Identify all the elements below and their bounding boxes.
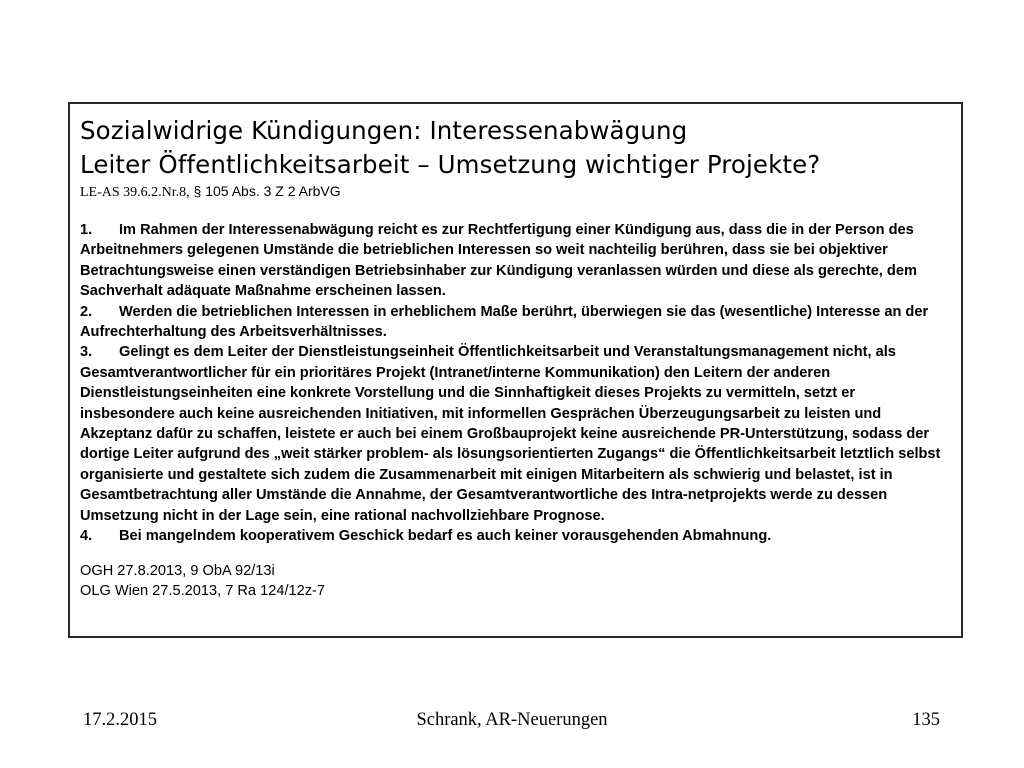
slide-title-line-1: Sozialwidrige Kündigungen: Interessenabwägung	[80, 116, 688, 145]
reference-source: LE-AS 39.6.2.Nr.8,	[80, 185, 190, 200]
headnote-item	[80, 220, 951, 302]
content-box	[68, 102, 963, 638]
headnote-item	[80, 526, 951, 546]
case-citations	[80, 561, 951, 601]
citation-olg: OLG Wien 27.5.2013, 7 Ra 124/12z-7	[80, 582, 326, 599]
headnote-item	[80, 342, 951, 526]
headnote-text: Gelingt es dem Leiter der Dienstleistungseinheit Öffentlichkeitsarbeit und Veranstaltungsmanagement nicht, als Gesamtverantwortlicher für ein prioritäres Projekt (Intranet/interne Kommunikation) den Leitern der anderen Dienstleistungseinheiten eine konkrete Vorstellung und die Sinnhaftigkeit dieses Projekts zu vermitteln, setzt er insbesondere auch keine ausreichenden Initiativen, mit informellen Gesprächen Überzeugungsarbeit zu leisten und Akzeptanz dafür zu schaffen, leistete er auch bei einem Großbauprojekt keine ausreichende PR-Unterstützung, sodass der dortige Leiter aufgrund des „weit stärker problem- als lösungsorientierten Zugangs“ die Öffentlichkeitsarbeit letztlich selbst organisierte und gestaltete sich zudem die Zusammenarbeit mit einigen Mitarbeitern als schwierig und belastet, ist in Gesamtbetrachtung aller Umstände die Annahme, der Gesamtverantwortliche des Intra-netprojekts werde zu dessen Umsetzung nicht in der Lage sein, eine rational nachvollziehbare Prognose.	[80, 344, 941, 524]
headnote-number: 3.	[80, 344, 93, 361]
headnote-number: 1.	[80, 222, 93, 238]
slide-title-line-2: Leiter Öffentlichkeitsarbeit – Umsetzung wichtiger Projekte?	[80, 150, 821, 179]
headnote-number: 2.	[80, 303, 93, 320]
footer-author: Schrank, AR-Neuerungen	[416, 710, 608, 730]
headnote-text: Werden die betrieblichen Interessen in erheblichem Maße berührt, überwiegen sie das (wesentliche) Interesse an der Aufrechterhaltung des Arbeitsverhältnisses.	[80, 303, 929, 341]
headnote-number: 4.	[80, 528, 93, 545]
footer-page-number: 135	[912, 710, 940, 730]
headnote-list	[80, 220, 951, 547]
footer-date: 17.2.2015	[83, 710, 157, 730]
legal-reference	[80, 182, 951, 202]
reference-statute: § 105 Abs. 3 Z 2 ArbVG	[189, 183, 341, 199]
headnote-text: Im Rahmen der Interessenabwägung reicht es zur Rechtfertigung einer Kündigung aus, dass die in der Person des Arbeitnehmers gelegenen Umstände die betrieblichen Interessen so weit nachteilig berühren, dass sie bei objektiver Betrachtungsweise einen verständigen Betriebsinhaber zur Kündigung veranlassen würden und diese als gerechte, dem Sachverhalt adäquate Maßnahme erscheinen lassen.	[80, 222, 917, 300]
headnote-item	[80, 302, 951, 343]
headnote-text: Bei mangelndem kooperativem Geschick bedarf es auch keiner vorausgehenden Abmahnung.	[119, 528, 772, 545]
citation-ogh: OGH 27.8.2013, 9 ObA 92/13i	[80, 562, 275, 579]
